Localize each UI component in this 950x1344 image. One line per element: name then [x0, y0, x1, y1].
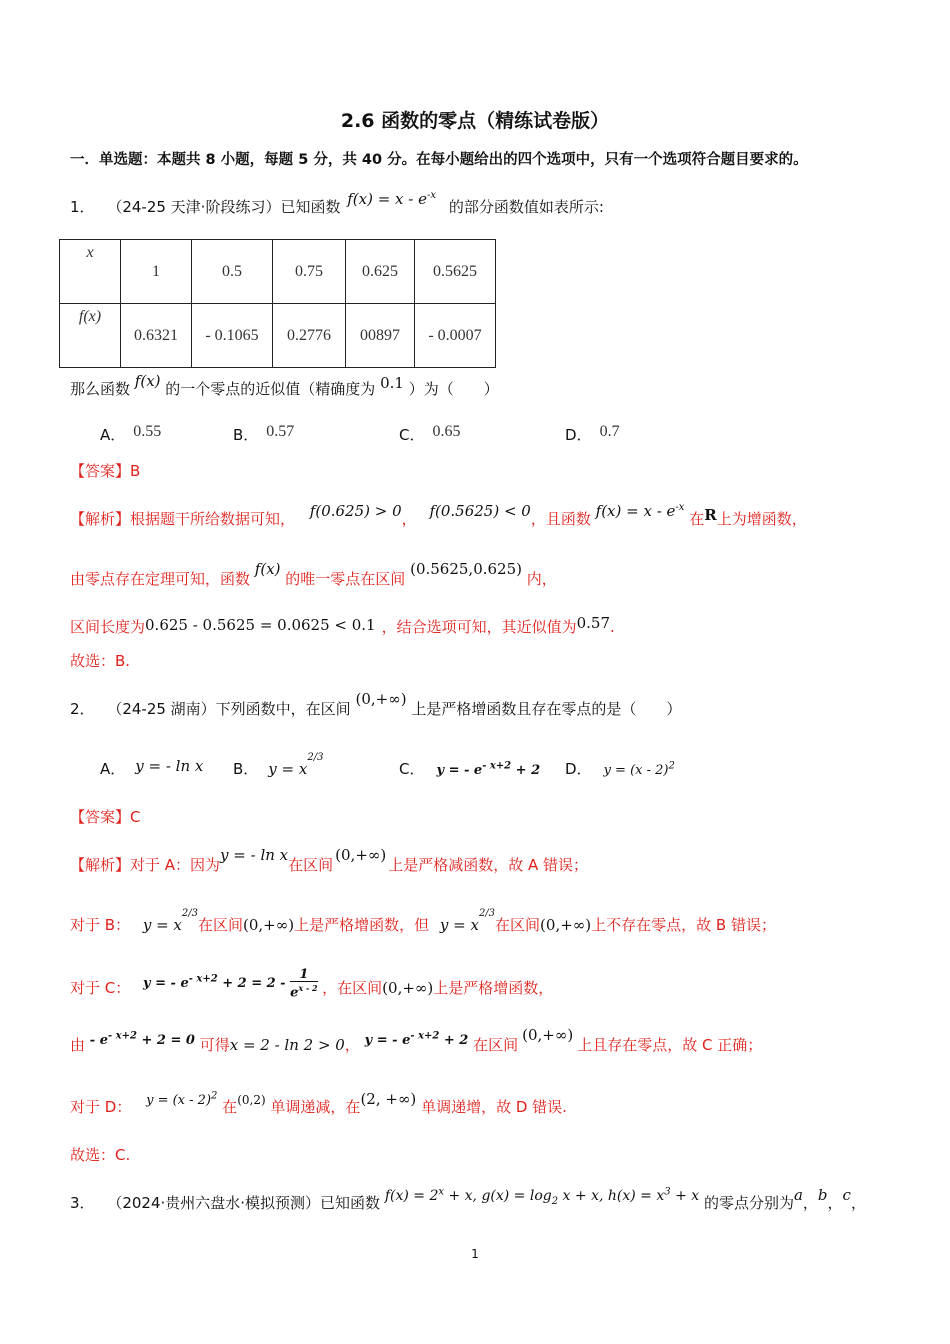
question-3-stem: 3． （2024·贵州六盘水·模拟预测）已知函数 $f(x) = 2^x + x$, $g(x) = \log_2 x + x$, $h(x) = x^3 + x$ 的零点分别为a，b，c， [70, 1186, 866, 1212]
option-c[interactable]: C． 0.65 [399, 423, 461, 444]
function-fx: f(x) [134, 372, 161, 390]
option-d[interactable]: D． 0.7 [565, 423, 620, 444]
option-a[interactable]: A． 0.55 [100, 423, 162, 444]
option-a[interactable]: A． y = - ln x [100, 757, 204, 778]
question-1-stem [70, 190, 604, 217]
question-2-stem: 2． （24-25 湖南）下列函数中，在区间 (0,+∞) 上是严格增函数且存在零点的是（ ） [70, 690, 682, 718]
conclusion: 故选：C. [70, 1146, 131, 1164]
table-cell: 1 [121, 240, 192, 304]
analysis-line: 对于 B： $y = x^{2/3}$在区间(0,+∞)上是严格增函数，但 $y = x^{2/3}$在区间(0,+∞)上不存在零点，故 B 错误； [70, 908, 776, 934]
option-b[interactable]: B． 0.57 [233, 423, 295, 444]
analysis-line: 【解析】对于 A：因为y = - ln x在区间(0,+∞)上是严格减函数，故 A 错误； [70, 846, 589, 874]
option-d[interactable]: D． y = (x - 2)$^2$ [565, 760, 675, 778]
table-cell: 0.75 [273, 240, 346, 304]
table-cell: - 0.1065 [192, 304, 273, 368]
table-cell: 0.6321 [121, 304, 192, 368]
precision-value: 0.1 [380, 374, 404, 392]
table-header-fx: f(x) [60, 304, 121, 368]
question-number: 1． [70, 198, 95, 216]
function-expression: $f(x) = x - e^{-x}$ [347, 190, 437, 208]
option-b[interactable]: B． $y = x^{2/3}$ [233, 752, 324, 778]
answer-label: 【答案】B [70, 462, 141, 480]
table-row [60, 304, 496, 368]
answer-label: 【答案】C [70, 808, 141, 826]
table-row [60, 240, 496, 304]
table-cell: 0.5625 [415, 240, 496, 304]
analysis-line: 对于 C： y = - $e^{- x+2} + 2 = 2$ - $\frac{1}{e^{x - 2}}$ ，在区间(0,+∞)上是严格增函数， [70, 967, 554, 1001]
analysis-line: 【解析】根据题干所给数据可知， f(0.625) > 0， f(0.5625) < 0，且函数 $f(x) = x - e^{-x}$ 在R上为增函数， [70, 502, 807, 528]
table-cell: 0.625 [346, 240, 415, 304]
analysis-line: 由 - $e^{- x+2} + 2 = 0$ 可得x = 2 - ln 2 > 0， y = - $e^{- x+2} + 2$ 在区间(0,+∞)上且存在零点，故 C 正确； [70, 1026, 763, 1054]
analysis-line: 区间长度为0.625 - 0.5625 = 0.0625 < 0.1 ，结合选项可知，其近似值为0.57. [70, 614, 615, 636]
table-cell: 0.5 [192, 240, 273, 304]
analysis-line: 由零点存在定理可知，函数 f(x) 的唯一零点在区间 (0.5625,0.625) 内， [70, 560, 557, 588]
table-cell: 00897 [346, 304, 415, 368]
page-title: 2.6 函数的零点（精练试卷版） [340, 110, 610, 132]
question-source: （24-25 天津·阶段练习）已知函数 [107, 198, 341, 216]
question-1-prompt: 那么函数 f(x) 的一个零点的近似值（精确度为 0.1 ）为（ ） [70, 372, 499, 398]
analysis-line: 对于 D： y = (x - 2)$^2$ 在$^{(0,2)}$ 单调递减，在(2, +∞) 单调递增，故 D 错误. [70, 1090, 567, 1116]
table-cell: - 0.0007 [415, 304, 496, 368]
option-c[interactable]: C． y = - $e^{- x+2} + 2$ [399, 760, 541, 778]
value-table [59, 239, 496, 368]
table-cell: 0.2776 [273, 304, 346, 368]
page-number: 1 [471, 1247, 479, 1261]
question-text: 的部分函数值如表所示: [448, 198, 604, 216]
section-header: 一．单选题：本题共 8 小题，每题 5 分，共 40 分。在每小题给出的四个选项中，只有一个选项符合题目要求的。 [70, 152, 808, 168]
conclusion: 故选：B. [70, 652, 131, 670]
table-header-x: x [60, 240, 121, 304]
